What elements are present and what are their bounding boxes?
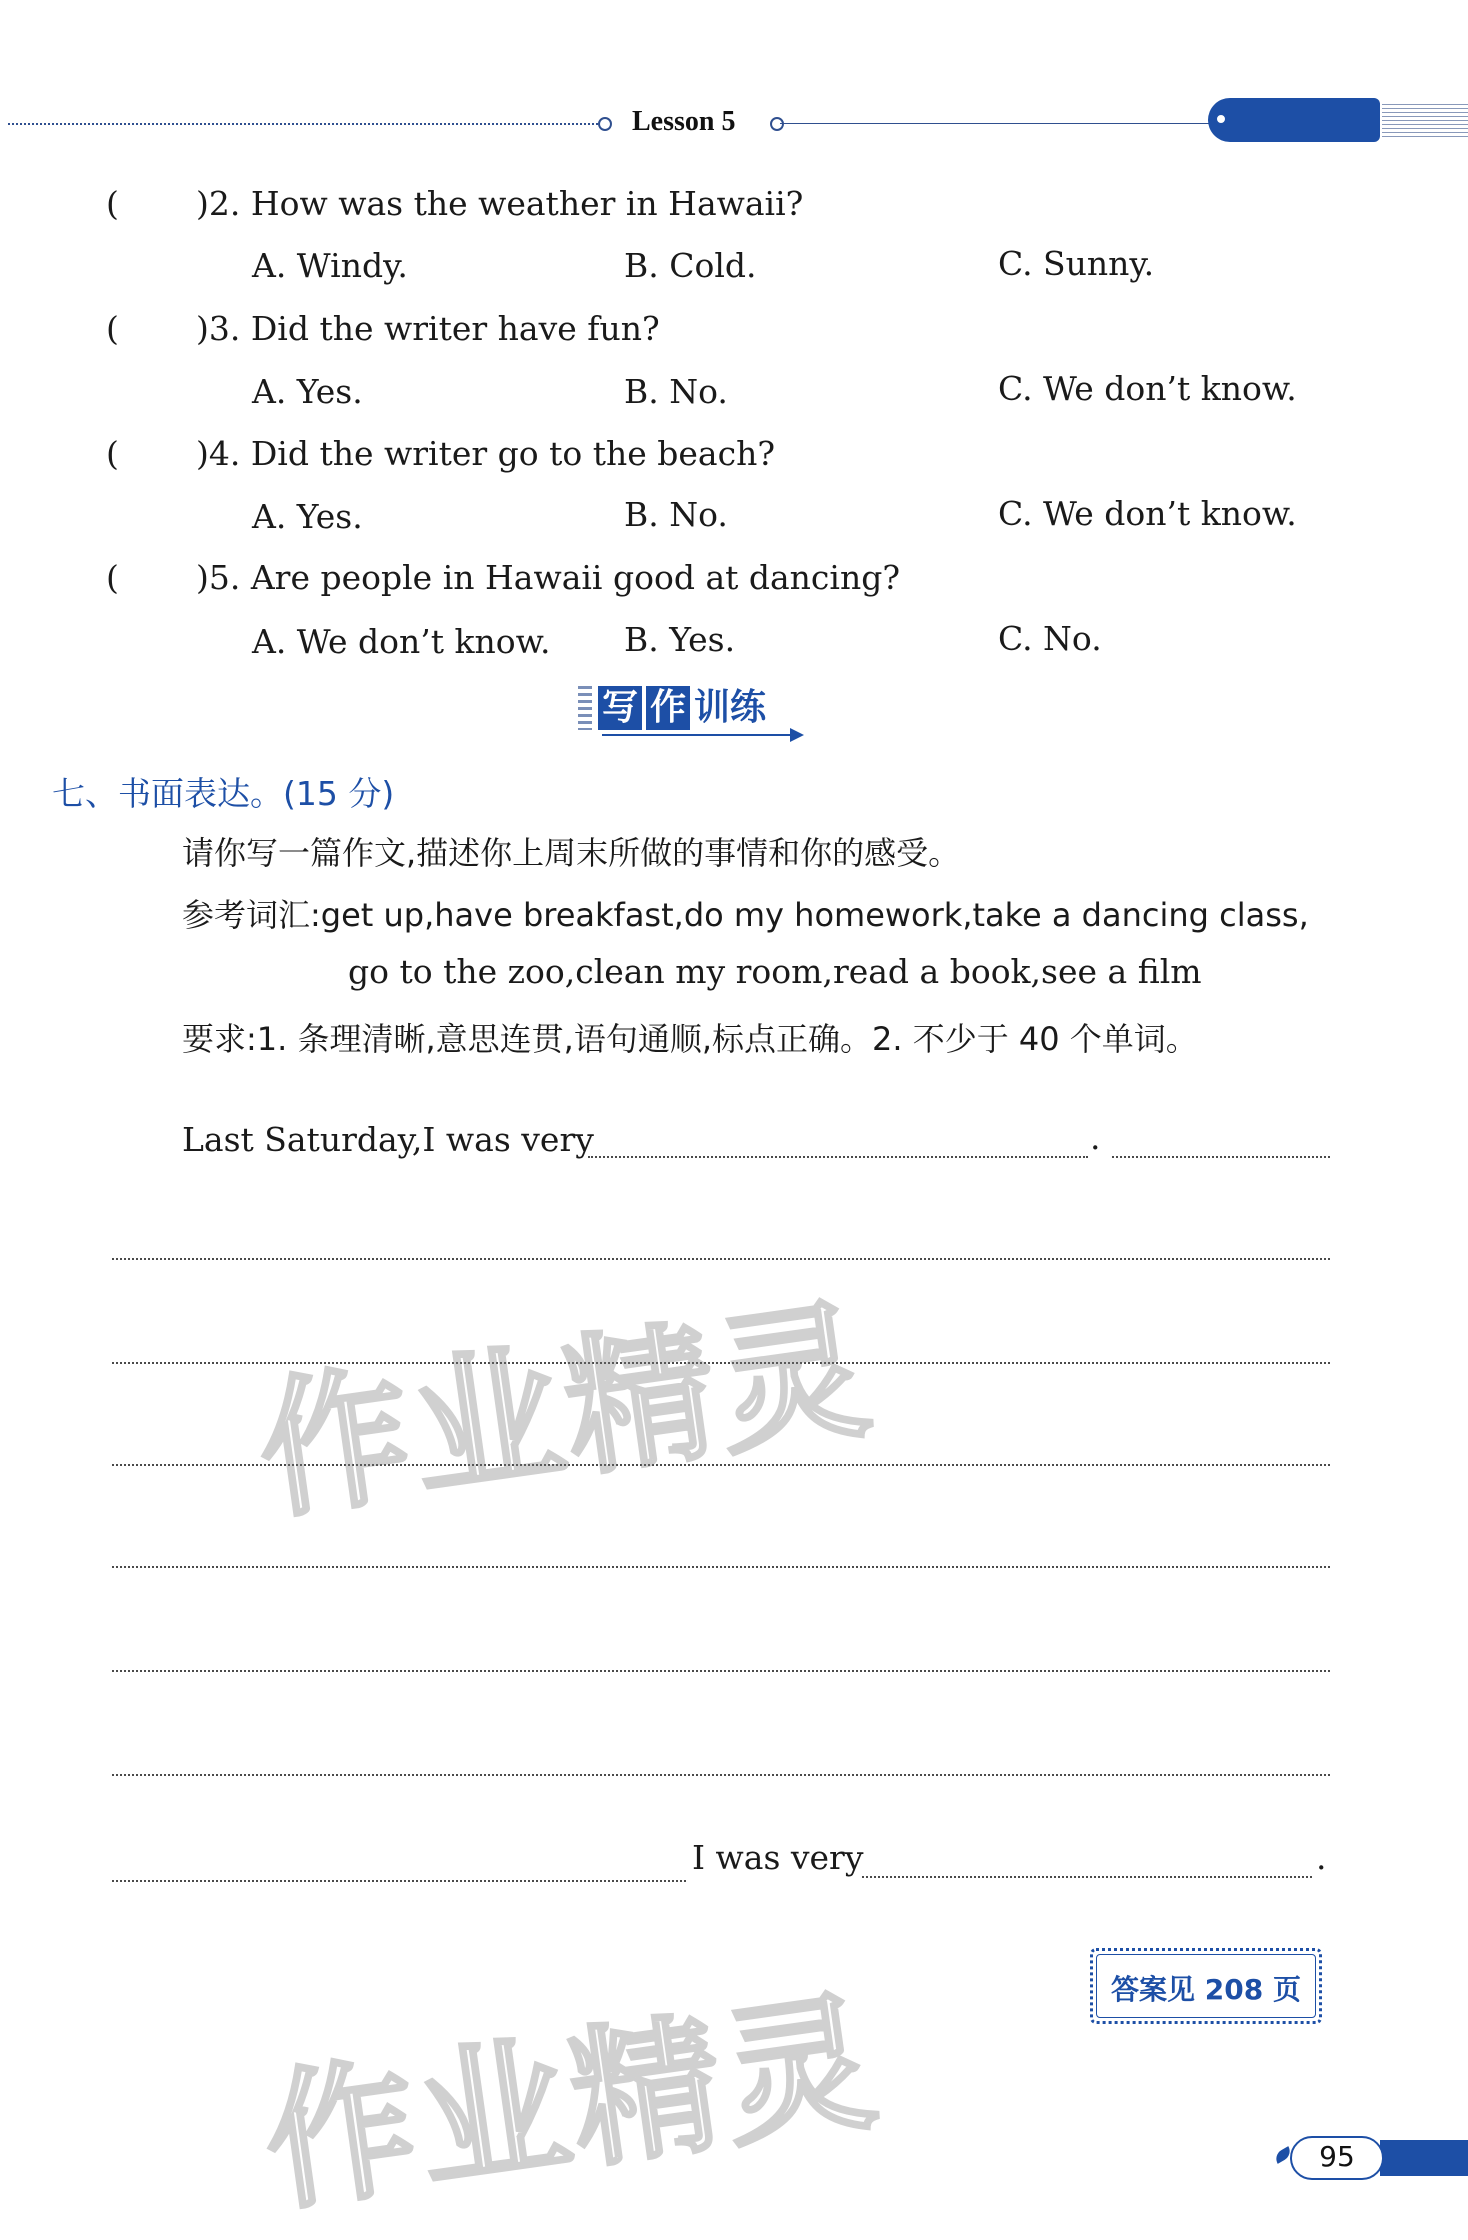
writing-line[interactable] — [112, 1566, 1330, 1568]
answer-paren: ( — [106, 309, 119, 348]
requirements: 要求:1. 条理清晰,意思连贯,语句通顺,标点正确。2. 不少于 40 个单词。 — [182, 1020, 1198, 1058]
section-title: 七、书面表达。(15 分) — [52, 774, 395, 813]
header-ring-left — [598, 117, 612, 131]
writing-line[interactable] — [112, 1880, 686, 1882]
answer-reference-box — [1090, 1948, 1322, 2024]
writing-line[interactable] — [112, 1258, 1330, 1260]
option-b: B. Yes. — [624, 620, 736, 659]
period: . — [1316, 1838, 1327, 1877]
banner-stripes — [578, 686, 592, 730]
question-stem: )4. Did the writer go to the beach? — [196, 434, 776, 473]
writing-line[interactable] — [112, 1774, 1330, 1776]
period: . — [1090, 1118, 1101, 1157]
watermark-logo: 作业精灵 — [248, 1282, 884, 1541]
page-number: 95 — [1319, 2140, 1355, 2173]
header-ring-right — [770, 117, 784, 131]
option-b: B. Cold. — [624, 246, 757, 285]
answer-paren: ( — [106, 558, 119, 597]
question-stem: )3. Did the writer have fun? — [196, 309, 660, 348]
option-c: C. No. — [998, 619, 1102, 658]
header-stripes — [1382, 104, 1468, 138]
option-a: A. We don’t know. — [252, 622, 551, 661]
arrow-right-icon — [790, 728, 804, 742]
writing-start-text: Last Saturday,I was very — [182, 1120, 594, 1159]
blank-line-feeling-end[interactable] — [862, 1876, 1312, 1878]
answer-paren: ( — [106, 184, 119, 223]
option-b: B. No. — [624, 372, 728, 411]
option-c: C. We don’t know. — [998, 494, 1297, 533]
page-number-bar — [1380, 2140, 1468, 2176]
vocab-line-1: 参考词汇:get up,have breakfast,do my homework,take a dancing class, — [182, 896, 1309, 934]
banner-char-1: 写 — [598, 686, 642, 730]
blank-line-feeling[interactable] — [588, 1156, 1088, 1158]
question-stem: )2. How was the weather in Hawaii? — [196, 184, 804, 223]
header-rule-right — [780, 123, 1212, 124]
question-stem: )5. Are people in Hawaii good at dancing? — [196, 558, 901, 597]
header-rule-left — [8, 123, 606, 125]
header-tab-dot — [1214, 112, 1228, 126]
writing-end-text: I was very — [692, 1838, 864, 1877]
answer-paren: ( — [106, 434, 119, 473]
header-tab — [1208, 98, 1380, 142]
banner-char-rest: 训练 — [694, 687, 767, 728]
answer-reference-text: 答案见 208 页 — [1111, 1973, 1301, 2006]
option-c: C. We don’t know. — [998, 369, 1297, 408]
writing-training-banner — [578, 680, 808, 740]
option-b: B. No. — [624, 495, 728, 534]
banner-char-2: 作 — [646, 686, 690, 730]
vocab-line-2: go to the zoo,clean my room,read a book,see a film — [348, 952, 1202, 991]
option-a: A. Yes. — [252, 497, 363, 536]
watermark-logo: 作业精灵 — [254, 1974, 890, 2233]
writing-line[interactable] — [112, 1670, 1330, 1672]
option-a: A. Yes. — [252, 372, 363, 411]
option-a: A. Windy. — [252, 246, 408, 285]
banner-arrow-line — [602, 734, 798, 736]
writing-line[interactable] — [1112, 1156, 1330, 1158]
option-c: C. Sunny. — [998, 244, 1155, 283]
lesson-title: Lesson 5 — [632, 106, 736, 137]
section-instruction: 请你写一篇作文,描述你上周末所做的事情和你的感受。 — [182, 834, 961, 872]
